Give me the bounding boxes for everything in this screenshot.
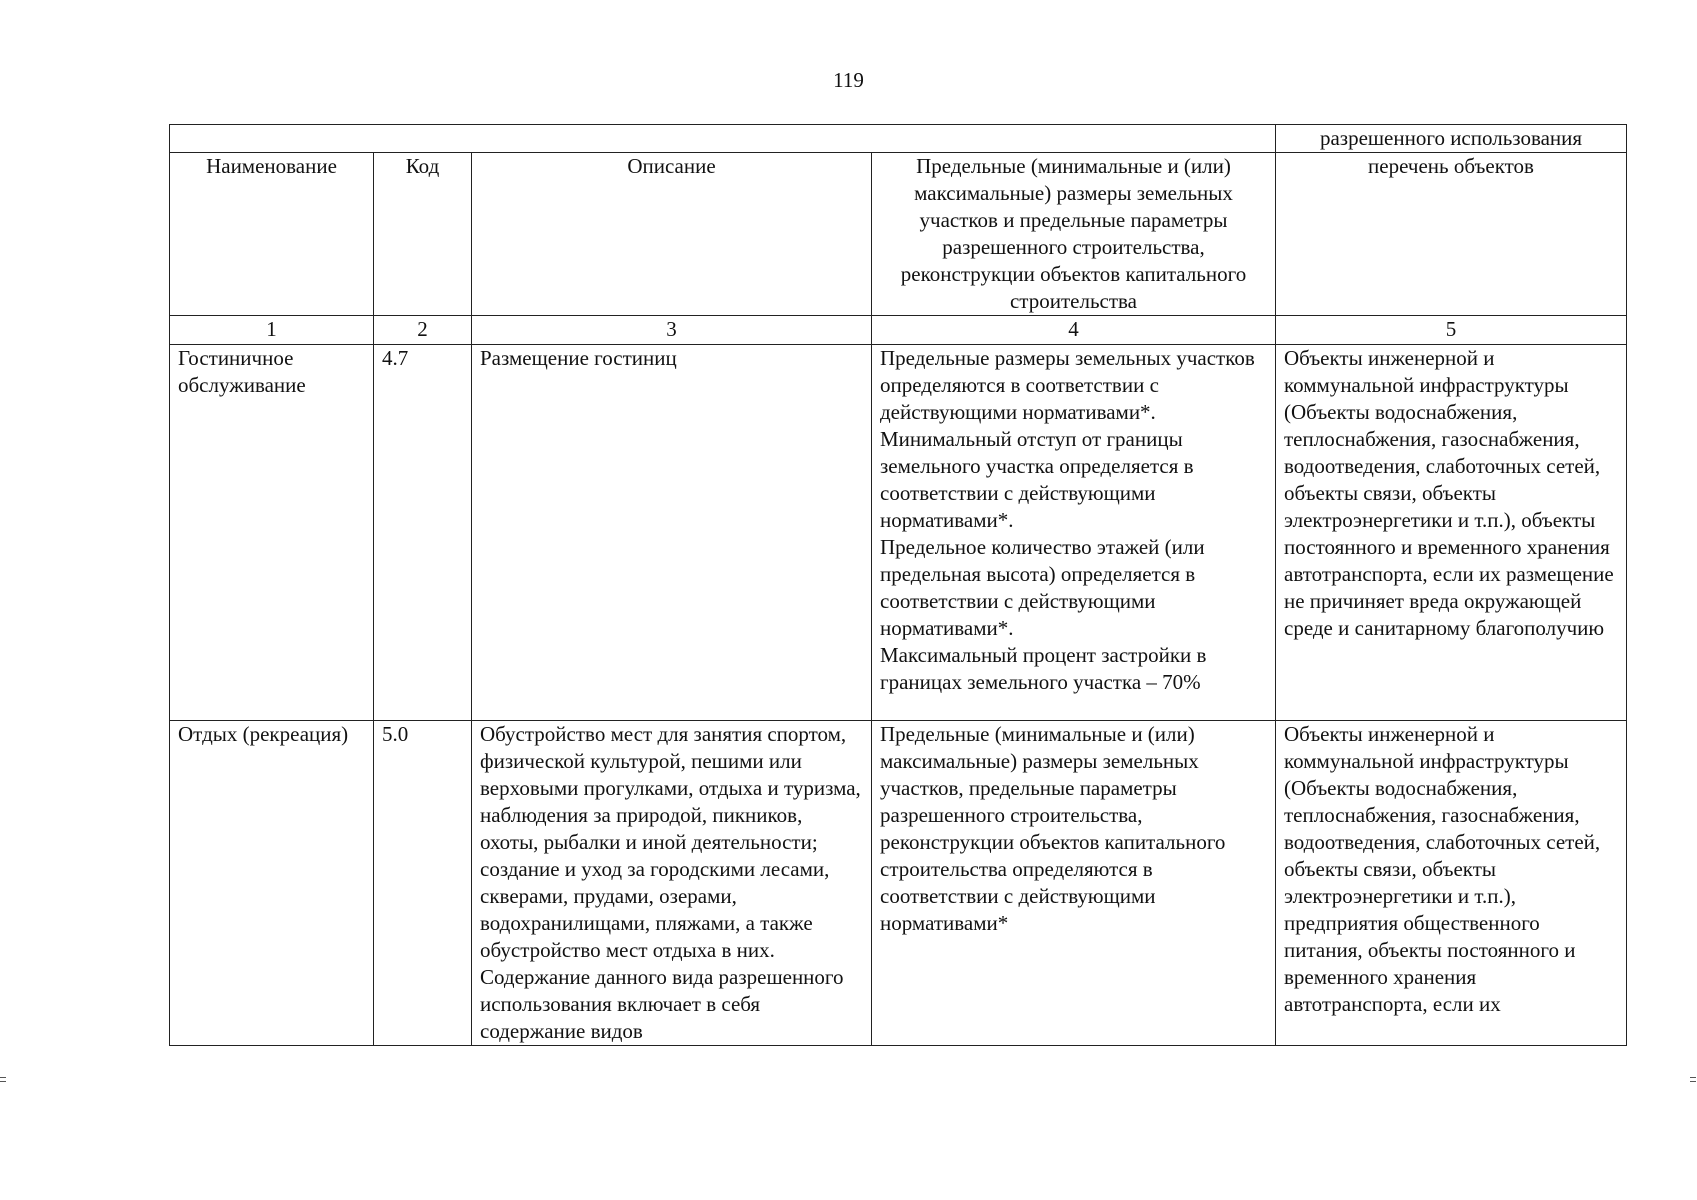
column-number: 5 <box>1276 316 1627 345</box>
row-code: 5.0 <box>374 721 472 1046</box>
table-row <box>170 721 1627 1046</box>
column-number: 1 <box>170 316 374 345</box>
column-number: 2 <box>374 316 472 345</box>
continuation-empty-cell <box>170 125 1276 153</box>
column-number-row <box>170 316 1627 345</box>
zoning-table <box>169 124 1627 1046</box>
table-continuation-row <box>170 125 1627 153</box>
row-parameters <box>872 721 1276 1046</box>
row-description: Обустройство мест для занятия спортом, физической культурой, пешими или верховыми прогулками, отдыха и туризма, наблюдения за природой, пикников, охоты, рыбалки и иной деятельности; создание и уход за городскими лесами, скверами, прудами, озерами, водохранилищами, пляжами, а также обустройство мест отдыха в них. Содержание данного вида разрешенного использования включает в себя содержание видов <box>472 721 872 1046</box>
row-objects: Объекты инженерной и коммунальной инфраструктуры (Объекты водоснабжения, теплоснабжения, газоснабжения, водоотведения, слаботочных сетей, объекты связи, объекты электроэнергетики и т.п.), объекты постоянного и временного хранения автотранспорта, если их размещение не причиняет вреда окружающей среде и санитарному благополучию <box>1276 345 1627 721</box>
row-name: Отдых (рекреация) <box>170 721 374 1046</box>
row-objects: Объекты инженерной и коммунальной инфраструктуры (Объекты водоснабжения, теплоснабжения, газоснабжения, водоотведения, слаботочных сетей, объекты связи, объекты электроэнергетики и т.п.), предприятия общественного питания, объекты постоянного и временного хранения автотранспорта, если их <box>1276 721 1627 1046</box>
header-name: Наименование <box>170 153 374 316</box>
parameter-line: Предельные размеры земельных участков определяются в соответствии с действующими нормативами*. <box>880 346 1255 424</box>
parameter-line: Минимальный отступ от границы земельного участка определяется в соответствии с действующими нормативами*. <box>880 427 1194 532</box>
page-number: 119 <box>833 68 864 92</box>
row-name: Гостиничное обслуживание <box>170 345 374 721</box>
column-number: 4 <box>872 316 1276 345</box>
parameter-line: Предельное количество этажей (или предельная высота) определяется в соответствии с действующими нормативами*. <box>880 535 1205 640</box>
row-parameters <box>872 345 1276 721</box>
row-description: Размещение гостиниц <box>472 345 872 721</box>
table-row <box>170 345 1627 721</box>
header-description: Описание <box>472 153 872 316</box>
header-parameters: Предельные (минимальные и (или) максимальные) размеры земельных участков и предельные параметры разрешенного строительства, реконструкции объектов капитального строительства <box>872 153 1276 316</box>
row-code: 4.7 <box>374 345 472 721</box>
table-header-row <box>170 153 1627 316</box>
parameter-line: Предельные (минимальные и (или) максимальные) размеры земельных участков, предельные параметры разрешенного строительства, реконструкции объектов капитального строительства определяются в соответствии с действующими нормативами* <box>880 722 1226 935</box>
header-code: Код <box>374 153 472 316</box>
parameter-line: Максимальный процент застройки в границах земельного участка – 70% <box>880 643 1207 694</box>
header-objects: перечень объектов <box>1276 153 1627 316</box>
scan-edge-mark-right <box>1690 1077 1696 1086</box>
column-number: 3 <box>472 316 872 345</box>
scan-edge-mark-left <box>0 1077 6 1086</box>
continuation-label: разрешенного использования <box>1276 125 1627 153</box>
